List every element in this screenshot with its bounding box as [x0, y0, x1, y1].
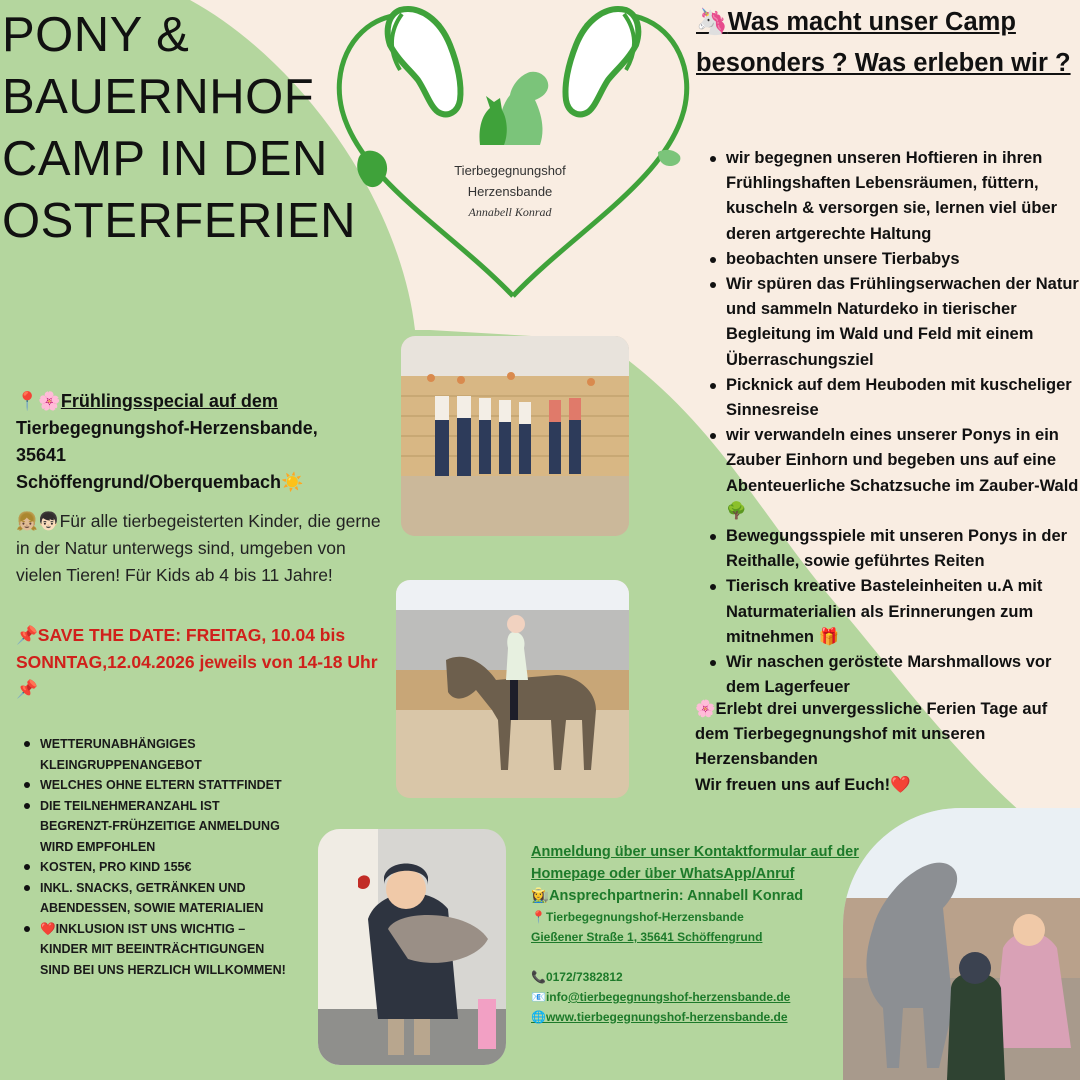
pushpin-icon: 📌: [16, 679, 38, 699]
kids-icon: 👧🏼👦🏻: [16, 511, 60, 531]
farmer-icon: 👩‍🌾: [531, 888, 550, 904]
phone-icon: 📞: [531, 970, 546, 984]
address-name: Tierbegegnungshof-Herzensbande: [545, 910, 744, 924]
pushpin-icon: 📌: [16, 625, 38, 645]
title-line: CAMP IN DEN: [2, 132, 328, 186]
closing-text: [695, 697, 1080, 798]
pin-icon: 📍: [531, 910, 546, 924]
list-item: INKL. SNACKS, GETRÄNKEN UND ABENDESSEN, SOWIE MATERIALIEN: [22, 878, 292, 919]
contact-person: Ansprechpartnerin: Annabell Konrad: [549, 888, 804, 904]
special-location: Tierbegegnungshof-Herzensbande,: [16, 418, 318, 438]
phone-number[interactable]: 0172/7382812: [545, 970, 623, 984]
registration-link[interactable]: Anmeldung über unser Kontaktformular auf der Homepage oder über WhatsApp/Anruf: [531, 844, 859, 882]
title-line: BAUERNHOF: [2, 70, 315, 124]
photo-pony-ride: [396, 580, 629, 798]
special-location: 35641: [16, 445, 67, 465]
list-item: Wir spüren das Frühlingserwachen der Natur und sammeln Naturdeko in tierischer Begleitung im Wald und Feld mit einem Überraschungsziel: [708, 272, 1080, 373]
email-prefix: info: [545, 990, 568, 1004]
logo-name: Tierbegegnungshof: [454, 163, 566, 178]
sun-icon: ☀️: [281, 472, 304, 492]
list-item: Wir naschen geröstete Marshmallows vor dem Lagerfeuer: [708, 650, 1080, 700]
list-item: KOSTEN, PRO KIND 155€: [22, 857, 292, 878]
address-street[interactable]: Gießener Straße 1, 35641 Schöffengrund: [531, 930, 763, 944]
mail-icon: 📧: [531, 990, 546, 1004]
closing-line: Wir freuen uns auf Euch!: [695, 775, 891, 794]
logo-name: Herzensbande: [467, 184, 553, 199]
list-item: DIE TEILNEHMERANZAHL IST BEGRENZT-FRÜHZEITIGE ANMELDUNG WIRD EMPFOHLEN: [22, 796, 292, 858]
closing-line: Erlebt drei unvergessliche Ferien Tage auf dem Tierbegegnungshof mit unseren Herzensbanden: [695, 700, 1048, 769]
experience-list: [708, 146, 1080, 700]
globe-icon: 🌐: [531, 1010, 546, 1024]
list-item: WELCHES OHNE ELTERN STATTFINDET: [22, 775, 292, 796]
list-item: wir verwandeln eines unserer Ponys in ein Zauber Einhorn und begeben uns auf eine Abenteuerliche Schatzsuche im Zauber-Wald 🌳: [708, 423, 1080, 524]
pin-flower-icon: 📍🌸: [16, 391, 61, 411]
spring-special: [16, 388, 386, 496]
intro-text: [16, 508, 388, 589]
title-line: OSTERFERIEN: [2, 194, 356, 248]
heart-logo: [330, 0, 696, 300]
list-item: beobachten unsere Tierbabys: [708, 247, 1080, 272]
title-line: PONY &: [2, 8, 190, 62]
list-item: ❤️INKLUSION IST UNS WICHTIG – KINDER MIT BEEINTRÄCHTIGUNGEN SIND BEI UNS HERZLICH WILLKOMMEN!: [22, 919, 292, 981]
heading-text: Was macht unser Camp besonders ? Was erleben wir ?: [696, 8, 1071, 77]
website-link[interactable]: www.tierbegegnungshof-herzensbande.de: [545, 1010, 788, 1024]
page-title: [2, 4, 382, 252]
photo-boy-chicken: [318, 829, 506, 1065]
list-item: wir begegnen unseren Hoftieren in ihren Frühlingshaften Lebensräumen, füttern, kuscheln & versorgen sie, lernen viel über deren artgerechte Haltung: [708, 146, 1080, 247]
photo-kids-wall: [401, 336, 629, 536]
special-headline: Frühlingsspecial auf dem: [60, 391, 278, 411]
list-item: Tierisch kreative Basteleinheiten u.A mit Naturmaterialien als Erinnerungen zum mitnehmen 🎁: [708, 574, 1080, 650]
camp-heading: [696, 2, 1076, 84]
logo-text: [400, 160, 620, 223]
list-item: WETTERUNABHÄNGIGES KLEINGRUPPENANGEBOT: [22, 734, 292, 775]
unicorn-icon: 🦄: [696, 8, 728, 36]
special-location: Schöffengrund/Oberquembach: [16, 472, 282, 492]
contact-block: [531, 841, 861, 1027]
save-the-date: [16, 622, 388, 703]
heart-icon: ❤️: [890, 775, 911, 794]
photo-pony-kids: [843, 808, 1080, 1080]
intro-body: Für alle tierbegeisterten Kinder, die gerne in der Natur unterwegs sind, umgeben von vielen Tieren! Für Kids ab 4 bis 11 Jahre!: [16, 511, 381, 585]
logo-signature: Annabell Konrad: [468, 205, 552, 219]
list-item: Picknick auf dem Heuboden mit kuscheliger Sinnesreise: [708, 373, 1080, 423]
save-text: SAVE THE DATE: FREITAG, 10.04 bis SONNTAG,12.04.2026 jeweils von 14-18 Uhr: [16, 625, 378, 672]
email-link[interactable]: @tierbegegnungshof-herzensbande.de: [567, 990, 791, 1004]
flower-icon: 🌸: [695, 700, 716, 718]
list-item: Bewegungsspiele mit unseren Ponys in der Reithalle, sowie geführtes Reiten: [708, 524, 1080, 574]
features-list: [22, 734, 292, 980]
